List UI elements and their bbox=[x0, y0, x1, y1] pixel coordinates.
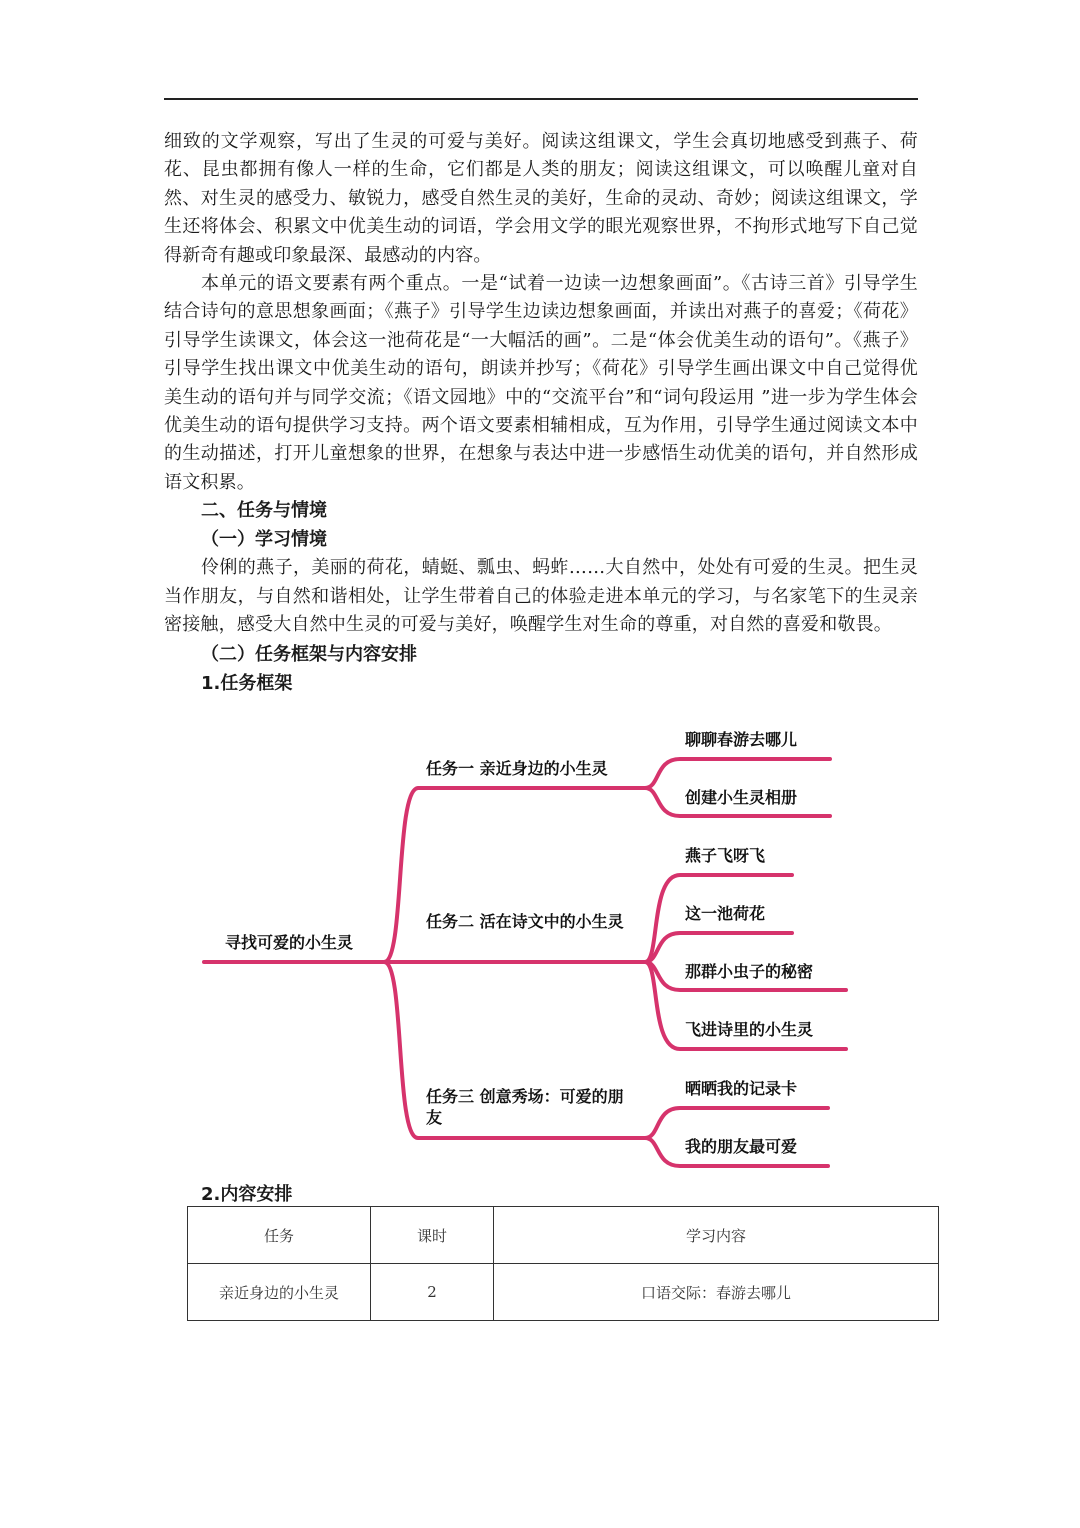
section-heading: 二、任务与情境 bbox=[201, 500, 327, 522]
branch-task-1 bbox=[384, 788, 645, 962]
mindmap-subtask: 燕子飞呀飞 bbox=[685, 846, 766, 865]
table-cell: 2 bbox=[371, 1264, 494, 1321]
mindmap-subtask: 聊聊春游去哪儿 bbox=[685, 730, 798, 749]
mindmap-root: 寻找可爱的小生灵 bbox=[225, 933, 354, 952]
paragraph: 细致的文学观察，写出了生灵的可爱与美好。阅读这组课文，学生会真切地感受到燕子、荷花、昆虫都拥有像人一样的生命，它们都是人类的朋友；阅读这组课文，可以唤醒儿童对自然、对生灵的感受力、敏锐力，感受自然生灵的美好，生命的灵动、奇妙；阅读这组课文，学生还将体会、积累文中优美生动的词语，学会用文学的眼光观察世界，不拘形式地写下自己觉得新奇有趣或印象最深、最感动的内容。 bbox=[164, 131, 918, 266]
mindmap-subtask: 我的朋友最可爱 bbox=[685, 1137, 798, 1156]
header-rule bbox=[164, 98, 918, 100]
mindmap-subtask: 创建小生灵相册 bbox=[685, 788, 798, 807]
table-cell: 口语交际：春游去哪儿 bbox=[494, 1264, 939, 1321]
document-body bbox=[164, 128, 918, 698]
table-header-row bbox=[188, 1207, 939, 1264]
subsection-heading: （二）任务框架与内容安排 bbox=[201, 644, 417, 666]
content-arrangement-table bbox=[187, 1206, 939, 1321]
mindmap-task-1: 任务一 亲近身边的小生灵 bbox=[426, 759, 608, 778]
mindmap-subtask: 那群小虫子的秘密 bbox=[685, 962, 814, 981]
subsection-heading: （一）学习情境 bbox=[201, 528, 327, 550]
numbered-heading: 2.内容安排 bbox=[201, 1184, 293, 1205]
mindmap-subtask: 晒晒我的记录卡 bbox=[685, 1079, 798, 1098]
numbered-heading: 1.任务框架 bbox=[201, 672, 293, 694]
table-header-cell: 学习内容 bbox=[494, 1207, 939, 1264]
mindmap-subtask: 这一池荷花 bbox=[685, 904, 766, 923]
branch-sub-2-2 bbox=[645, 933, 792, 962]
table-cell: 亲近身边的小生灵 bbox=[188, 1264, 371, 1321]
paragraph: 本单元的语文要素有两个重点。一是“试着一边读一边想象画面”。《古诗三首》引导学生结合诗句的意思想象画面；《燕子》引导学生边读边想象画面，并读出对燕子的喜爱；《荷花》引导学生读课文，体会这一池荷花是“一大幅活的画”。二是“体会优美生动的语句”。《燕子》引导学生找出课文中优美生动的语句，朗读并抄写；《荷花》引导学生画出课文中自己觉得优美生动的语句并与同学交流；《语文园地》中的“交流平台”和“词句段运用 ”进一步为学生体会优美生动的语句提供学习支持。两个语文要素相辅相成，互为作用，引导学生通过阅读文本中的生动描述，打开儿童想象的世界，在想象与表达中进一步感悟生动优美的语句，并自然形成语文积累。 bbox=[164, 273, 918, 493]
mindmap-task-2: 任务二 活在诗文中的小生灵 bbox=[426, 912, 624, 931]
table-header-cell: 任务 bbox=[188, 1207, 371, 1264]
mindmap-task-3: 任务三 创意秀场：可爱的朋友 bbox=[426, 1087, 624, 1127]
table-row bbox=[188, 1264, 939, 1321]
mindmap-subtask: 飞进诗里的小生灵 bbox=[685, 1020, 814, 1039]
branch-sub-3-1 bbox=[645, 1108, 828, 1138]
paragraph: 伶俐的燕子，美丽的荷花，蜻蜓、瓢虫、蚂蚱……大自然中，处处有可爱的生灵。把生灵当作朋友，与自然和谐相处，让学生带着自己的体验走进本单元的学习，与名家笔下的生灵亲密接触，感受大自然中生灵的可爱与美好，唤醒学生对生命的尊重，对自然的喜爱和敬畏。 bbox=[164, 557, 918, 635]
branch-sub-1-1 bbox=[645, 759, 830, 788]
table-header-cell: 课时 bbox=[371, 1207, 494, 1264]
